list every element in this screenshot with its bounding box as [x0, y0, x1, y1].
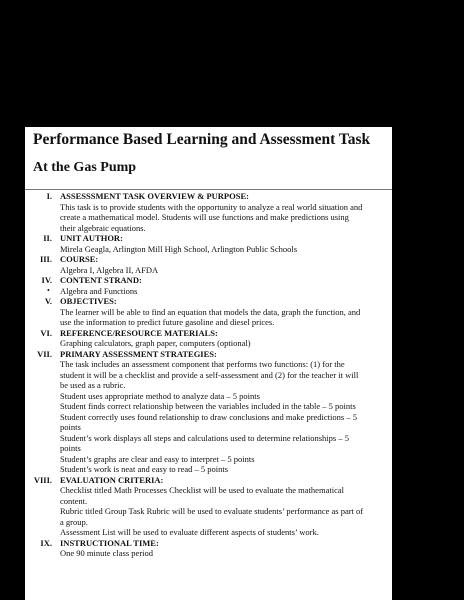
- section-text-line: Student’s work is neat and easy to read – 5 points: [60, 464, 229, 474]
- section-text-line: Student’s work displays all steps and calculations used to determine relationships – 5: [60, 432, 349, 443]
- section: [25, 296, 392, 328]
- section-text-line: Checklist titled Math Processes Checklist will be used to evaluate the mathematical: [60, 485, 344, 495]
- section-body: [47, 275, 385, 296]
- section: [25, 275, 392, 296]
- section: [25, 254, 392, 275]
- bullet-icon: •: [47, 285, 50, 295]
- section-heading: OBJECTIVES:: [60, 296, 117, 306]
- section-body: [60, 475, 385, 538]
- section-text-line: points: [60, 443, 81, 453]
- section-text-line: their algebraic equations.: [60, 222, 146, 233]
- document-page: [25, 127, 392, 600]
- section-text-line: One 90 minute class period: [60, 548, 154, 558]
- section-number: VI.: [40, 327, 52, 338]
- section-text-line: points: [60, 422, 81, 432]
- section-text-line: Student correctly uses found relationship to draw conclusions and make predictions – 5: [60, 411, 357, 422]
- section-heading: INSTRUCTIONAL TIME:: [60, 537, 159, 548]
- bullet-text: Algebra and Functions: [60, 285, 138, 296]
- divider: [25, 189, 392, 190]
- section-body: [60, 296, 385, 328]
- section: [25, 328, 392, 349]
- section-text-line: This task is to provide students with the opportunity to analyze a real world situation and: [60, 201, 363, 212]
- section-number: I.: [46, 191, 52, 201]
- section-text-line: a group.: [60, 516, 88, 527]
- section-body: [60, 233, 385, 254]
- section-text-line: Assessment List will be used to evaluate different aspects of students’ work.: [60, 527, 319, 537]
- page-subtitle: At the Gas Pump: [33, 160, 137, 175]
- section-number: VII.: [37, 348, 52, 359]
- section-body: [60, 349, 385, 475]
- section: [25, 191, 392, 233]
- section-number: V.: [44, 296, 52, 306]
- section-text-line: student it will be a checklist and provide a self-assessment and (2) for the teacher it will: [60, 369, 359, 380]
- section-heading: EVALUATION CRITERIA:: [60, 474, 164, 485]
- section-text-line: Graphing calculators, graph paper, computers (optional): [60, 338, 251, 348]
- section: [25, 233, 392, 254]
- section-text-line: Student finds correct relationship between the variables included in the table – 5 points: [60, 401, 356, 411]
- section-heading: UNIT AUTHOR:: [60, 233, 123, 243]
- section-text-line: Student uses appropriate method to analyze data – 5 points: [60, 390, 260, 401]
- bullet-item: [47, 285, 385, 297]
- page-title: Performance Based Learning and Assessment Task: [33, 131, 371, 148]
- section-text-line: Rubric titled Group Task Rubric will be used to evaluate students’ performance as part of: [60, 506, 364, 516]
- section-heading: REFERENCE/RESOURCE MATERIALS:: [60, 327, 218, 338]
- section: [25, 349, 392, 475]
- section-body: [60, 191, 385, 233]
- section: [25, 538, 392, 559]
- section-heading: CONTENT STRAND:: [60, 275, 142, 285]
- section-heading: PRIMARY ASSESSMENT STRATEGIES:: [60, 348, 217, 359]
- section: [25, 475, 392, 538]
- section-text-line: be used as a rubric.: [60, 380, 126, 390]
- section-body: [60, 538, 385, 559]
- sections-list: [25, 191, 392, 559]
- section-text-line: The learner will be able to find an equation that models the data, graph the function, and: [60, 306, 361, 317]
- section-body: [60, 328, 385, 349]
- section-number: VIII.: [33, 474, 52, 485]
- section-text-line: The task includes an assessment component that performs two functions: (1) for the: [60, 359, 345, 369]
- section-text-line: use the information to predict future gasoline and diesel prices.: [60, 317, 275, 327]
- section-number: IV.: [41, 275, 52, 285]
- section-text-line: content.: [60, 495, 88, 506]
- section-number: IX.: [40, 537, 52, 548]
- section-text-line: Algebra I, Algebra II, AFDA: [60, 264, 159, 275]
- section-body: [60, 254, 385, 275]
- section-text-line: create a mathematical model. Students will use functions and make predictions using: [60, 212, 349, 222]
- section-text-line: Student’s graphs are clear and easy to interpret – 5 points: [60, 453, 255, 464]
- section-text-line: Mirela Geagla, Arlington Mill High School, Arlington Public Schools: [60, 243, 298, 254]
- section-heading: COURSE:: [60, 254, 99, 264]
- section-number: II.: [43, 233, 52, 243]
- section-number: III.: [39, 254, 52, 264]
- section-heading: ASSESSSMENT TASK OVERVIEW & PURPOSE:: [60, 191, 249, 201]
